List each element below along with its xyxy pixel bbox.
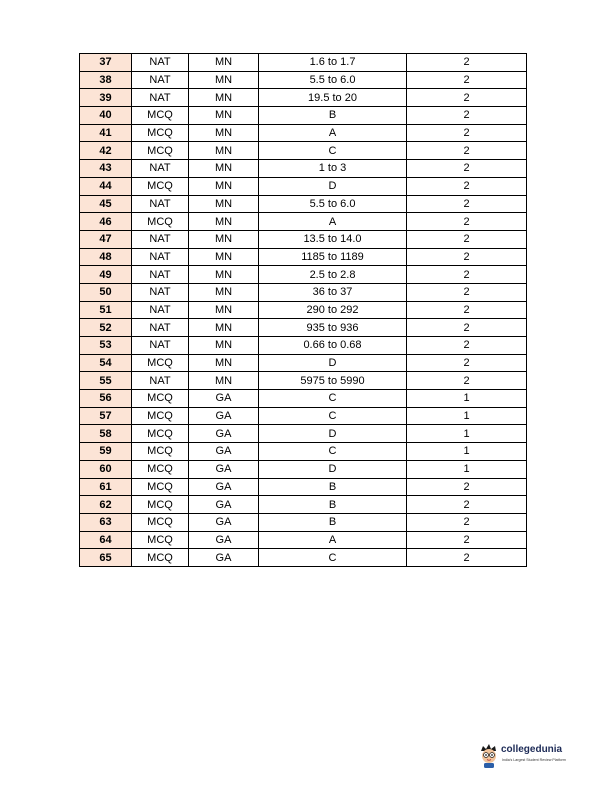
logo-wordmark: collegedunia: [501, 744, 563, 755]
answer-key-cell: B: [259, 107, 407, 125]
table-row: [80, 266, 527, 284]
answer-key-cell: A: [259, 124, 407, 142]
marks-cell: 1: [407, 425, 527, 443]
table-row: [80, 283, 527, 301]
question-number-cell: 53: [80, 337, 132, 355]
table-row: [80, 337, 527, 355]
table-row: [80, 390, 527, 408]
table-row: [80, 71, 527, 89]
section-cell: MN: [189, 301, 259, 319]
table-row: [80, 496, 527, 514]
marks-cell: 2: [407, 248, 527, 266]
section-cell: MN: [189, 195, 259, 213]
question-number-cell: 38: [80, 71, 132, 89]
marks-cell: 2: [407, 283, 527, 301]
answer-key-cell: D: [259, 177, 407, 195]
table-row: [80, 354, 527, 372]
question-type-cell: NAT: [132, 248, 189, 266]
section-cell: MN: [189, 124, 259, 142]
question-number-cell: 39: [80, 89, 132, 107]
marks-cell: 2: [407, 142, 527, 160]
question-type-cell: NAT: [132, 337, 189, 355]
question-number-cell: 37: [80, 54, 132, 72]
question-type-cell: NAT: [132, 195, 189, 213]
section-cell: GA: [189, 425, 259, 443]
answer-key-cell: 1.6 to 1.7: [259, 54, 407, 72]
section-cell: MN: [189, 160, 259, 178]
collegedunia-logo: [478, 741, 588, 775]
answer-key-cell: 36 to 37: [259, 283, 407, 301]
question-number-cell: 61: [80, 478, 132, 496]
question-type-cell: NAT: [132, 71, 189, 89]
table-row: [80, 248, 527, 266]
question-number-cell: 47: [80, 230, 132, 248]
question-type-cell: MCQ: [132, 460, 189, 478]
answer-key-cell: A: [259, 531, 407, 549]
question-type-cell: MCQ: [132, 407, 189, 425]
section-cell: MN: [189, 89, 259, 107]
marks-cell: 2: [407, 54, 527, 72]
question-type-cell: MCQ: [132, 425, 189, 443]
question-type-cell: MCQ: [132, 531, 189, 549]
question-number-cell: 64: [80, 531, 132, 549]
question-type-cell: NAT: [132, 230, 189, 248]
question-type-cell: MCQ: [132, 142, 189, 160]
section-cell: MN: [189, 107, 259, 125]
section-cell: MN: [189, 266, 259, 284]
question-type-cell: MCQ: [132, 390, 189, 408]
answer-key-cell: B: [259, 478, 407, 496]
answer-key-cell: 1 to 3: [259, 160, 407, 178]
section-cell: GA: [189, 496, 259, 514]
question-type-cell: MCQ: [132, 107, 189, 125]
logo-tagline: India's Largest Student Review Platform: [502, 758, 566, 762]
question-number-cell: 49: [80, 266, 132, 284]
marks-cell: 2: [407, 266, 527, 284]
answer-key-cell: D: [259, 425, 407, 443]
question-type-cell: MCQ: [132, 213, 189, 231]
section-cell: GA: [189, 443, 259, 461]
section-cell: GA: [189, 513, 259, 531]
marks-cell: 2: [407, 124, 527, 142]
question-type-cell: NAT: [132, 266, 189, 284]
table-row: [80, 107, 527, 125]
table-row: [80, 195, 527, 213]
question-number-cell: 46: [80, 213, 132, 231]
question-number-cell: 60: [80, 460, 132, 478]
mascot-icon: [478, 743, 500, 769]
answer-key-cell: C: [259, 407, 407, 425]
question-number-cell: 51: [80, 301, 132, 319]
question-number-cell: 56: [80, 390, 132, 408]
question-number-cell: 59: [80, 443, 132, 461]
section-cell: MN: [189, 248, 259, 266]
section-cell: MN: [189, 177, 259, 195]
question-number-cell: 43: [80, 160, 132, 178]
question-type-cell: MCQ: [132, 549, 189, 567]
marks-cell: 2: [407, 107, 527, 125]
answer-key-rows: [80, 54, 527, 567]
question-number-cell: 52: [80, 319, 132, 337]
question-type-cell: MCQ: [132, 478, 189, 496]
table-row: [80, 89, 527, 107]
table-row: [80, 407, 527, 425]
question-number-cell: 48: [80, 248, 132, 266]
answer-key-cell: B: [259, 513, 407, 531]
table-row: [80, 160, 527, 178]
marks-cell: 1: [407, 390, 527, 408]
marks-cell: 1: [407, 407, 527, 425]
answer-key-cell: 2.5 to 2.8: [259, 266, 407, 284]
table-row: [80, 531, 527, 549]
question-number-cell: 57: [80, 407, 132, 425]
table-row: [80, 513, 527, 531]
section-cell: MN: [189, 354, 259, 372]
question-type-cell: NAT: [132, 54, 189, 72]
table-row: [80, 301, 527, 319]
section-cell: MN: [189, 372, 259, 390]
marks-cell: 2: [407, 496, 527, 514]
section-cell: MN: [189, 142, 259, 160]
table-row: [80, 213, 527, 231]
table-row: [80, 142, 527, 160]
marks-cell: 2: [407, 213, 527, 231]
marks-cell: 2: [407, 160, 527, 178]
question-type-cell: MCQ: [132, 124, 189, 142]
table-row: [80, 425, 527, 443]
question-number-cell: 45: [80, 195, 132, 213]
answer-key-cell: C: [259, 142, 407, 160]
marks-cell: 2: [407, 478, 527, 496]
question-number-cell: 44: [80, 177, 132, 195]
marks-cell: 2: [407, 337, 527, 355]
marks-cell: 2: [407, 354, 527, 372]
marks-cell: 2: [407, 372, 527, 390]
answer-key-cell: 290 to 292: [259, 301, 407, 319]
table-row: [80, 124, 527, 142]
section-cell: GA: [189, 531, 259, 549]
section-cell: GA: [189, 460, 259, 478]
answer-key-cell: 13.5 to 14.0: [259, 230, 407, 248]
table-row: [80, 230, 527, 248]
section-cell: MN: [189, 230, 259, 248]
answer-key-cell: 0.66 to 0.68: [259, 337, 407, 355]
question-number-cell: 50: [80, 283, 132, 301]
marks-cell: 2: [407, 513, 527, 531]
section-cell: GA: [189, 407, 259, 425]
marks-cell: 2: [407, 531, 527, 549]
question-number-cell: 41: [80, 124, 132, 142]
question-type-cell: MCQ: [132, 513, 189, 531]
answer-key-cell: 5.5 to 6.0: [259, 71, 407, 89]
table-row: [80, 177, 527, 195]
table-row: [80, 54, 527, 72]
question-type-cell: MCQ: [132, 443, 189, 461]
question-type-cell: MCQ: [132, 496, 189, 514]
marks-cell: 1: [407, 443, 527, 461]
question-number-cell: 62: [80, 496, 132, 514]
table-row: [80, 549, 527, 567]
marks-cell: 2: [407, 177, 527, 195]
question-type-cell: MCQ: [132, 354, 189, 372]
section-cell: GA: [189, 478, 259, 496]
question-number-cell: 42: [80, 142, 132, 160]
table-row: [80, 443, 527, 461]
answer-key-cell: D: [259, 460, 407, 478]
question-type-cell: NAT: [132, 319, 189, 337]
marks-cell: 2: [407, 71, 527, 89]
answer-key-table: [79, 53, 527, 567]
answer-key-cell: C: [259, 443, 407, 461]
table-row: [80, 478, 527, 496]
question-type-cell: NAT: [132, 372, 189, 390]
answer-key-cell: D: [259, 354, 407, 372]
answer-key-cell: 1185 to 1189: [259, 248, 407, 266]
question-number-cell: 63: [80, 513, 132, 531]
answer-key-cell: 935 to 936: [259, 319, 407, 337]
question-type-cell: NAT: [132, 301, 189, 319]
section-cell: MN: [189, 319, 259, 337]
answer-key-cell: 5.5 to 6.0: [259, 195, 407, 213]
marks-cell: 2: [407, 301, 527, 319]
section-cell: MN: [189, 213, 259, 231]
answer-key-cell: A: [259, 213, 407, 231]
section-cell: MN: [189, 337, 259, 355]
answer-key-cell: C: [259, 390, 407, 408]
marks-cell: 1: [407, 460, 527, 478]
question-number-cell: 54: [80, 354, 132, 372]
question-type-cell: NAT: [132, 283, 189, 301]
question-number-cell: 55: [80, 372, 132, 390]
question-number-cell: 65: [80, 549, 132, 567]
answer-key-cell: C: [259, 549, 407, 567]
table-row: [80, 319, 527, 337]
section-cell: MN: [189, 71, 259, 89]
marks-cell: 2: [407, 195, 527, 213]
answer-key-cell: 19.5 to 20: [259, 89, 407, 107]
marks-cell: 2: [407, 230, 527, 248]
table-row: [80, 460, 527, 478]
question-number-cell: 40: [80, 107, 132, 125]
question-type-cell: NAT: [132, 89, 189, 107]
marks-cell: 2: [407, 89, 527, 107]
question-number-cell: 58: [80, 425, 132, 443]
section-cell: GA: [189, 390, 259, 408]
marks-cell: 2: [407, 549, 527, 567]
section-cell: GA: [189, 549, 259, 567]
section-cell: MN: [189, 54, 259, 72]
question-type-cell: NAT: [132, 160, 189, 178]
section-cell: MN: [189, 283, 259, 301]
answer-key-cell: B: [259, 496, 407, 514]
marks-cell: 2: [407, 319, 527, 337]
question-type-cell: MCQ: [132, 177, 189, 195]
table-row: [80, 372, 527, 390]
answer-key-cell: 5975 to 5990: [259, 372, 407, 390]
